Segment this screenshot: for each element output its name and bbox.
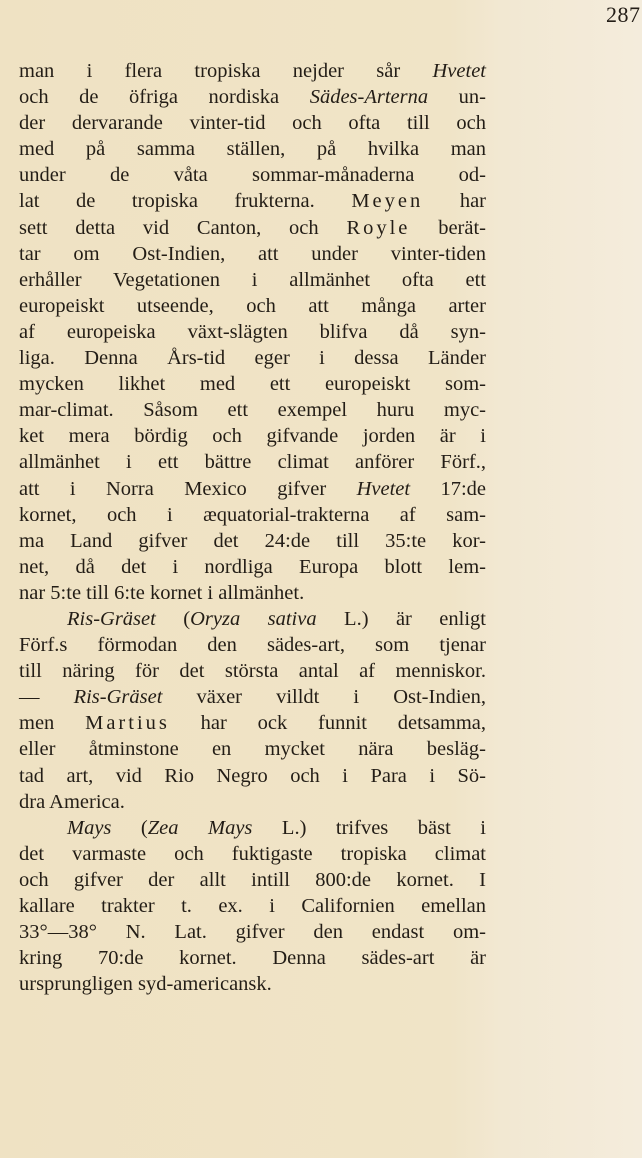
text-line	[19, 841, 486, 867]
text-line	[19, 919, 486, 945]
text-line	[19, 319, 486, 345]
text-segment: sett detta vid Canton, och	[19, 216, 347, 239]
text-line	[19, 736, 486, 762]
text-segment: L.) är enligt	[316, 607, 486, 630]
italic-term: Oryza sativa	[190, 607, 317, 630]
italic-term: Hvetet	[356, 477, 411, 500]
text-line	[19, 215, 486, 241]
text-line	[19, 684, 486, 710]
text-segment: (	[111, 816, 148, 839]
text-line	[19, 945, 486, 971]
text-segment: ursprungligen syd-americansk.	[19, 973, 272, 996]
text-segment: ma Land gifver det 24:de till 35:te kor-	[19, 529, 486, 552]
text-segment: det varmaste och fuktigaste tropiska climat	[19, 842, 486, 865]
text-segment: och de öfriga nordiska	[19, 86, 310, 109]
text-line	[19, 110, 486, 136]
text-line	[19, 345, 486, 371]
text-line	[19, 267, 486, 293]
text-line	[19, 58, 486, 84]
text-line	[19, 606, 486, 632]
text-segment: Förf.s förmodan den sädes-art, som tjenar	[19, 634, 486, 657]
text-segment: af europeiska växt-slägten blifva då syn-	[19, 320, 486, 343]
text-line	[19, 554, 486, 580]
text-segment: europeiskt utseende, och att många arter	[19, 294, 486, 317]
text-line	[19, 188, 486, 214]
text-segment: kornet, och i æquatorial-trakterna af sam-	[19, 503, 486, 526]
text-segment: och gifver der allt intill 800:de kornet. I	[19, 868, 486, 891]
text-segment: dra America.	[19, 790, 125, 813]
text-segment: mar-climat. Såsom ett exempel huru myc-	[19, 399, 486, 422]
text-segment: berät-	[410, 216, 486, 239]
italic-term: Sädes-Arterna	[309, 86, 429, 109]
text-line	[19, 423, 486, 449]
text-segment: under de våta sommar-månaderna od-	[19, 164, 486, 187]
text-segment: un-	[428, 86, 486, 109]
text-line	[19, 502, 486, 528]
text-segment: växer villdt i Ost-Indien,	[162, 686, 486, 709]
text-segment: (	[155, 607, 191, 630]
text-segment: erhåller Vegetationen i allmänhet ofta ett	[19, 268, 486, 291]
text-line	[19, 658, 486, 684]
text-line	[19, 397, 486, 423]
text-segment: kallare trakter t. ex. i Californien emellan	[19, 895, 486, 917]
text-line	[19, 815, 486, 841]
text-segment: der dervarande vinter-tid och ofta till och	[19, 112, 486, 135]
text-line	[19, 371, 486, 397]
text-line	[19, 162, 486, 188]
text-segment: 33°—38° N. Lat. gifver den endast om-	[19, 921, 486, 944]
text-line	[19, 893, 486, 919]
spaced-name: Royle	[346, 216, 411, 239]
text-segment: att i Norra Mexico gifver	[19, 477, 357, 500]
text-line	[19, 84, 486, 110]
text-line	[19, 789, 486, 815]
text-line	[19, 710, 486, 736]
text-line	[19, 867, 486, 893]
text-line	[19, 971, 486, 997]
text-segment: har ock funnit detsamma,	[169, 712, 487, 735]
text-segment: eller åtminstone en mycket nära besläg-	[19, 738, 486, 761]
italic-term: Mays	[67, 816, 112, 839]
text-segment: net, då det i nordliga Europa blott lem-	[19, 555, 486, 578]
italic-term: Ris-Gräset	[73, 686, 163, 709]
text-segment: L.) trifves bäst i	[252, 816, 487, 839]
text-segment: mycken likhet med ett europeiskt som-	[19, 373, 486, 396]
text-line	[19, 763, 486, 789]
text-segment: tad art, vid Rio Negro och i Para i Sö-	[19, 764, 486, 787]
text-segment: allmänhet i ett bättre climat anförer Förf.,	[19, 451, 486, 474]
body-text	[19, 58, 486, 997]
spaced-name: Martius	[85, 712, 170, 735]
page-number: 287	[606, 2, 641, 27]
text-segment: ket mera bördig och gifvande jorden är i	[19, 425, 486, 448]
text-segment: kring 70:de kornet. Denna sädes-art är	[19, 947, 486, 970]
text-segment: 17:de	[410, 477, 487, 500]
text-segment: man i flera tropiska nejder sår	[19, 60, 433, 82]
text-segment: har	[423, 190, 486, 213]
text-segment: med på samma ställen, på hvilka man	[19, 138, 486, 161]
italic-term: Zea Mays	[147, 816, 253, 839]
spaced-name: Meyen	[351, 190, 424, 213]
text-line	[19, 632, 486, 658]
text-segment: men	[19, 712, 86, 735]
text-segment: till näring för det största antal af menniskor.	[19, 660, 486, 683]
text-line	[19, 528, 486, 554]
text-line	[19, 136, 486, 162]
italic-term: Hvetet	[432, 60, 486, 82]
text-line	[19, 580, 486, 606]
text-segment: tar om Ost-Indien, att under vinter-tiden	[19, 242, 486, 265]
text-segment: liga. Denna Års-tid eger i dessa Länder	[19, 347, 486, 370]
text-line	[19, 449, 486, 475]
text-line	[19, 476, 486, 502]
text-segment: lat de tropiska frukterna.	[19, 190, 352, 213]
italic-term: Ris-Gräset	[67, 607, 156, 630]
text-line	[19, 293, 486, 319]
text-line	[19, 241, 486, 267]
text-segment: nar 5:te till 6:te kornet i allmänhet.	[19, 581, 305, 604]
text-segment: —	[19, 686, 74, 709]
